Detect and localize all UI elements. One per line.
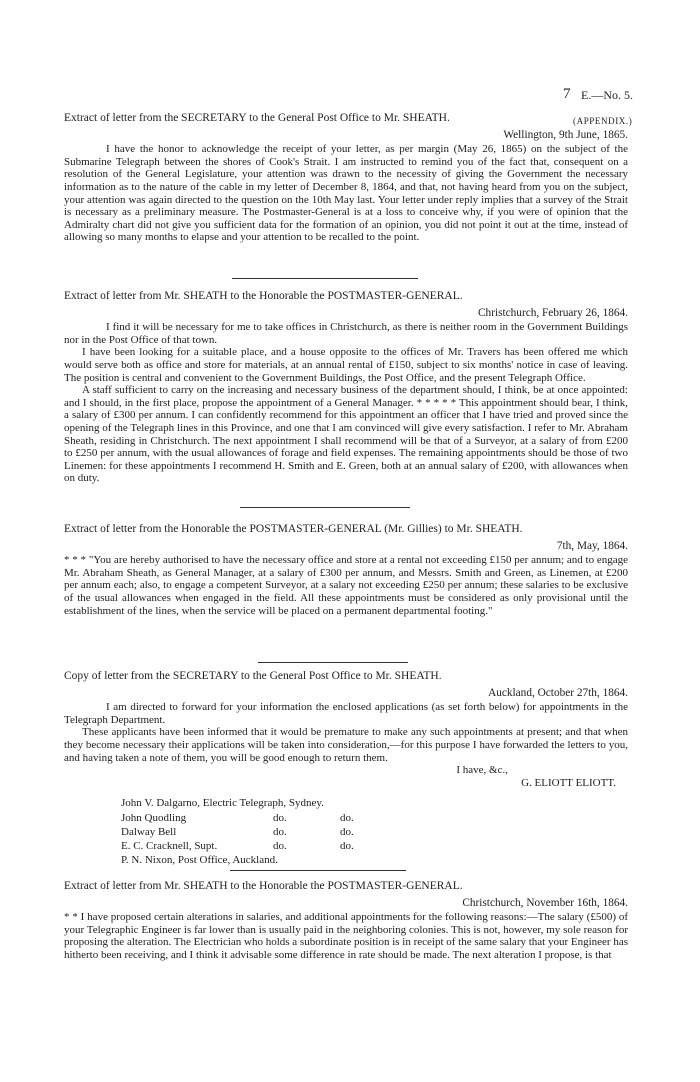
signature: G. ELIOTT ELIOTT. [521,776,616,789]
letter-1-paragraph: I have the honor to acknowledge the receipt of your letter, as per margin (May 26, 1865) on the subject of the Submarine Telegraph between the shores of Cook's Strait. I am instructed to remind you of the fact that, consequent on a resolution of the General Legislature, your attention was drawn to the necessity of giving the Government the necessary information as to the nature of the cable in my letter of December 8, 1864, and that, not having heard from you on the subject, your attention was again directed to the question on the 10th May last. Your letter under reply implies that a survey of the Strait is necessary as a preliminary measure. The Postmaster-General is at a loss to conceive why, if you were of opinion that the Admiralty chart did not give you sufficient data for the formation of an opinion, you did not point it out at the time, instead of allowing so many months to elapse and your attention to be recalled to the point. [64,143,628,244]
letter-5-paragraph: * * I have proposed certain alterations in salaries, and additional appointments for the following reasons:—The salary (£500) of your Telegraphic Engineer is far lower than is usually paid in the neighboring colonies. This is not, however, my sole reason for proposing the alteration. The Electrician who holds a subordinate position is in receipt of the same salary that your Engineer has hitherto been receiving, and I think it advisable some difference in rate should be made. The next alteration I propose, is that [64,911,629,961]
divider-rule [232,278,418,279]
applicant-ditto: do. [340,839,354,852]
letter-2-paragraph: I have been looking for a suitable place, and a house opposite to the offices of Mr. Travers has been offered me which would serve both as office and store for materials, at an annual rental of £150, subject to six months' notice in case of leaving. The position is central and convenient to the Government Buildings, the Post Office, and the present Telegraph Office. [64,346,628,384]
letter-3 [64,523,628,617]
letter-5-title: Extract of letter from Mr. SHEATH to the Honorable the POSTMASTER-GENERAL. [64,880,463,892]
letter-5-dateline: Christchurch, November 16th, 1864. [462,896,628,909]
applicant-ditto: do. [340,825,354,838]
applicant-ditto: do. [273,839,287,852]
page-number: 7 [563,86,571,102]
table-row [121,840,354,852]
letter-2-dateline: Christchurch, February 26, 1864. [478,306,628,319]
applicant-ditto: do. [340,811,354,824]
applicant-name: John V. Dalgarno, Electric Telegraph, Sydney. [121,797,324,810]
document-reference: E.—No. 5. [581,88,633,102]
divider-rule [258,662,408,663]
letter-1 [64,112,628,244]
divider-rule [240,507,410,508]
letter-2-paragraph: A staff sufficient to carry on the increasing and necessary business of the department should, I think, be at once appointed: and I should, in the first place, propose the appointment of a General Manager. * * * * * This appointment should bear, I think, a salary of £300 per annum. I can confidently recommend for this appointment an officer that I have tried and proved since the opening of the Telegraph lines in this Province, and one that I am convinced will give every satisfaction. I refer to Mr. Abraham Sheath, residing in Christchurch. The next appointment I shall recommend will be that of a Surveyor, at a salary of from £200 to £250 per annum, with the usual allowances of forage and field expenses. The remaining appointments should be those of two Linemen: for these appointments I recommend H. Smith and E. Green, both at an annual salary of £200, with allowances when on duty. [64,384,628,485]
table-row [121,812,354,824]
applicant-ditto: do. [273,825,287,838]
applicant-ditto: do. [273,811,287,824]
letter-2-title: Extract of letter from Mr. SHEATH to the Honorable the POSTMASTER-GENERAL. [64,290,463,302]
applicant-name: P. N. Nixon, Post Office, Auckland. [121,854,278,867]
letter-4-dateline: Auckland, October 27th, 1864. [488,686,628,699]
applicants-table [119,795,356,868]
table-row [121,826,354,838]
letter-1-title: Extract of letter from the SECRETARY to the General Post Office to Mr. SHEATH. [64,112,450,124]
applicant-name: John Quodling [121,811,187,824]
letter-3-paragraph: * * * "You are hereby authorised to have the necessary office and store at a rental not exceeding £150 per annum; and to engage Mr. Abraham Sheath, as General Manager, at a salary of £300 per annum, and Messrs. Smith and Green, as Linemen, at £200 per annum each; also, to engage a competent Surveyor, at a salary not exceeding £250 per annum; these salaries to be exclusive of the usual allowances when engaged in the field. All these appointments must be considered as only provisional until the establishment of the lines, when the service will be placed on a permanent departmental footing." [64,554,628,617]
applicant-name: Dalway Bell [121,825,177,838]
letter-4-title: Copy of letter from the SECRETARY to the General Post Office to Mr. SHEATH. [64,670,442,682]
letter-4-paragraph: I am directed to forward for your information the enclosed applications (as set forth below) for appointments in the Telegraph Department. [64,701,628,726]
letter-3-title: Extract of letter from the Honorable the POSTMASTER-GENERAL (Mr. Gillies) to Mr. SHEATH. [64,523,523,535]
applicant-name: E. C. Cracknell, Supt. [121,839,218,852]
letter-4 [64,670,628,868]
letter-3-dateline: 7th, May, 1864. [556,539,628,552]
appendix-tag: (APPENDIX.) [573,116,633,126]
letter-2-paragraph: I find it will be necessary for me to take offices in Christchurch, as there is neither room in the Government Buildings nor in the Post Office of that town. [64,321,628,346]
letter-2 [64,290,628,485]
letter-5 [64,880,628,962]
table-row [121,854,354,866]
divider-rule [230,870,406,871]
closing: I have, &c., [456,764,508,777]
letter-1-dateline: Wellington, 9th June, 1865. [503,128,628,141]
letter-4-paragraph: These applicants have been informed that it would be premature to make any such appointments at present; and that when they become necessary their applications will be taken into consideration,—for this purpose I have forwarded the letters to you, and having taken a note of them, you will be good enough to return them. [64,726,628,764]
table-row [121,797,354,809]
